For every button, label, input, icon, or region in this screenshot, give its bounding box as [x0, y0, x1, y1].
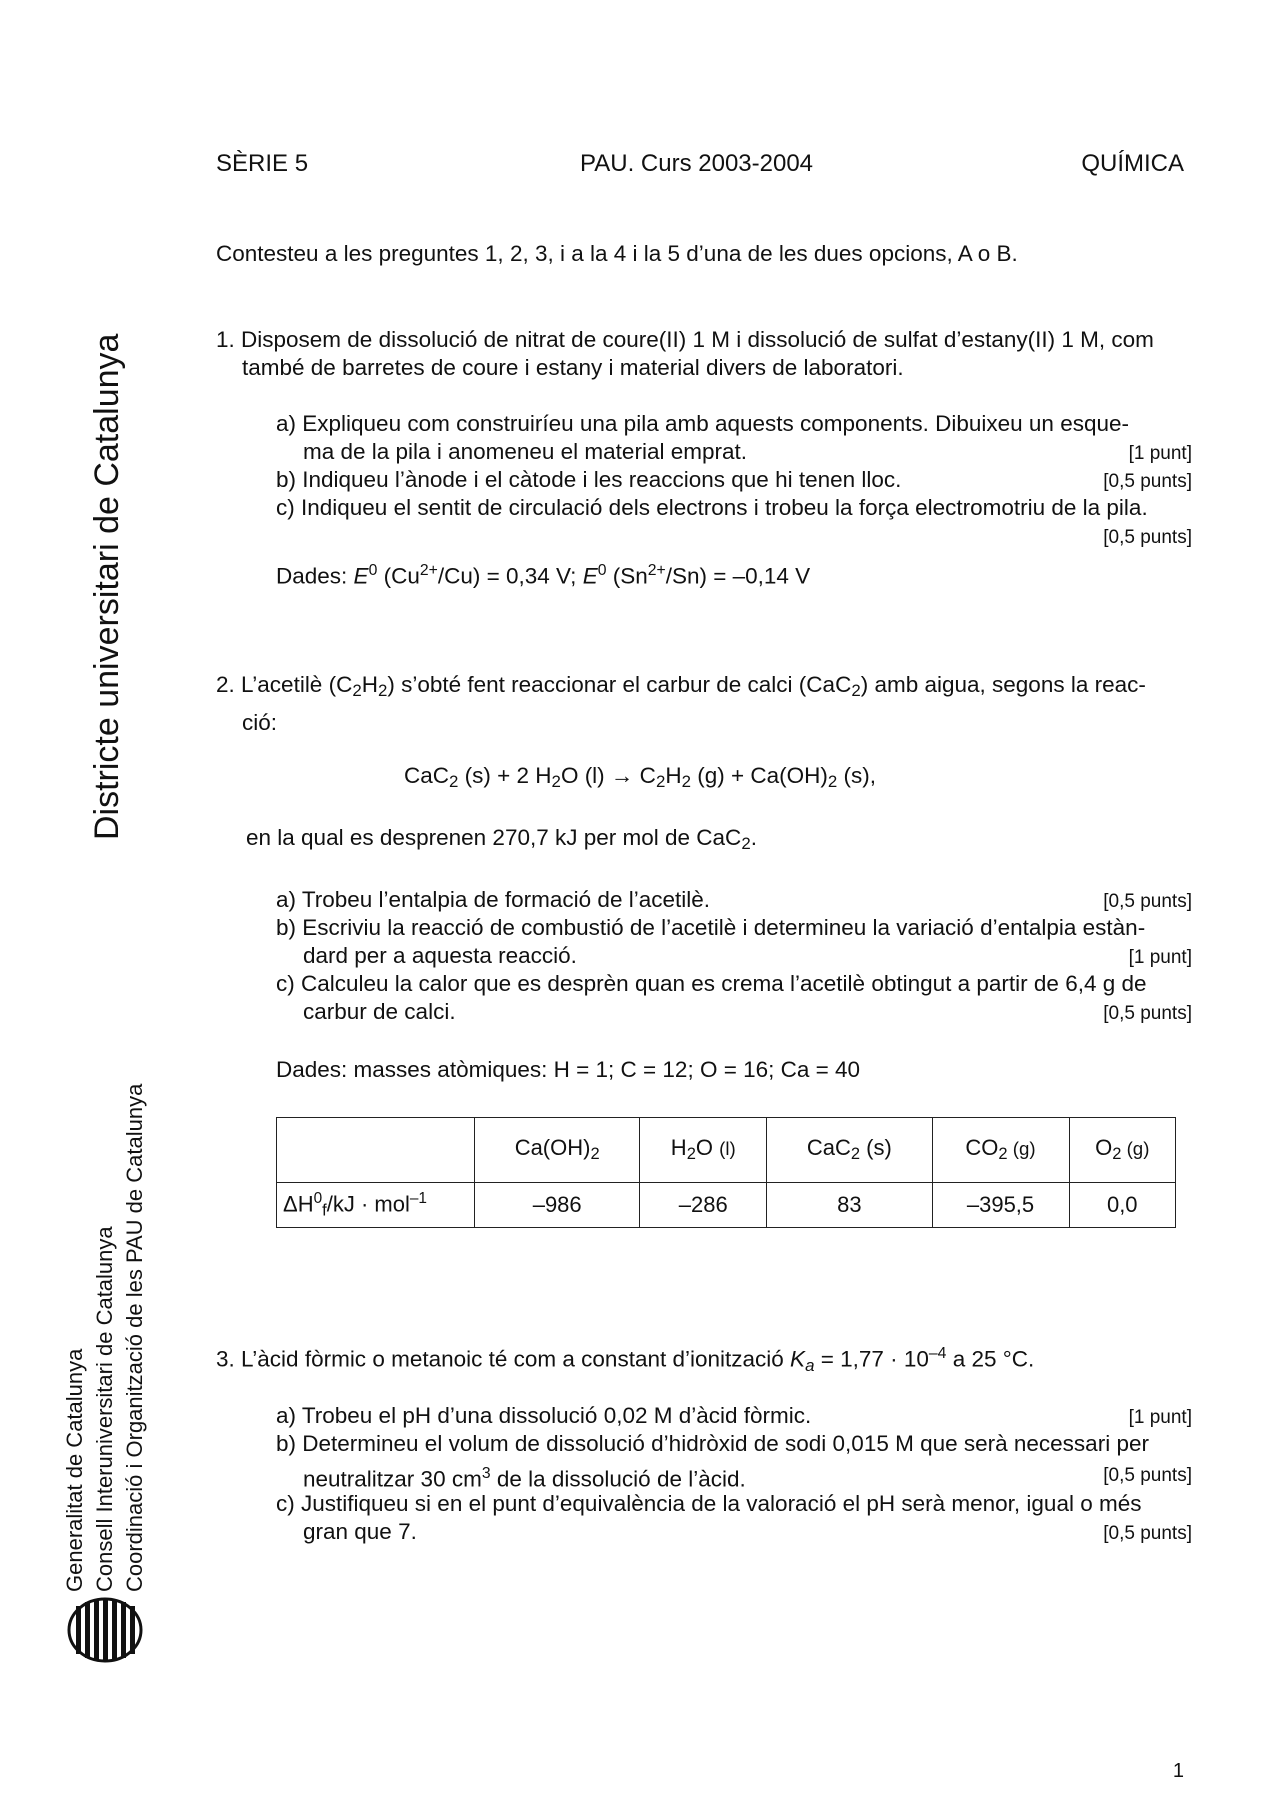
instructions-text: Contesteu a les preguntes 1, 2, 3, i a la 4 i la 5 d’una de les dues opcions, A o B.	[216, 241, 1018, 266]
enthalpy-header-cac2: CaC$_2$ (s)	[767, 1118, 932, 1183]
q2-stem-line1: 2. L’acetilè $(C_2H_2)$ s’obté fent reaccionar el carbur de calci (CaC$_2$) amb aigua, segons la reac-	[216, 672, 1146, 701]
q2-part-a-points: [0,5 punts]	[1103, 891, 1192, 912]
q3-part-b-line1: b) Determineu el volum de dissolució d’hidròxid de sodi 0,015 M que serà necessari per	[276, 1431, 1149, 1456]
q2-released-energy: en la qual es desprenen 270,7 kJ per mol de CaC$_2$.	[246, 825, 757, 854]
enthalpy-value-co2: –395,5	[932, 1183, 1069, 1228]
q1-part-c: c) Indiqueu el sentit de circulació dels electrons i trobeu la força electromotriu de la pila.	[276, 495, 1148, 520]
q1-part-c-points: [0,5 punts]	[1103, 527, 1192, 548]
enthalpy-header-caoh2: $Ca(OH)_2$	[475, 1118, 640, 1183]
enthalpy-value-cac2: 83	[767, 1183, 932, 1228]
course-label: PAU. Curs 2003-2004	[580, 150, 814, 177]
enthalpy-table-corner	[277, 1118, 475, 1183]
q3-stem: 3. L’àcid fòrmic o metanoic té com a constant d’ionització $K_a = 1,77 \cdot 10^{-4}$ a 25 °C.	[216, 1345, 1035, 1375]
q2-part-b-line1: b) Escriviu la reacció de combustió de l’acetilè i determineu la variació d’entalpia estàn-	[276, 915, 1146, 940]
q3-part-b-points: [0,5 punts]	[1103, 1465, 1192, 1486]
q2-part-b-line2: dard per a aquesta reacció.	[303, 943, 577, 968]
enthalpy-table-header-row	[277, 1118, 1176, 1183]
q3-part-c-line1: c) Justifiqueu si en el punt d’equivalència de la valoració el pH serà menor, igual o més	[276, 1491, 1142, 1516]
q1-part-a-points: [1 punt]	[1128, 443, 1192, 464]
org-vertical-block	[60, 1084, 150, 1592]
q3-part-a: a) Trobeu el pH d’una dissolució 0,02 M d’àcid fòrmic.	[276, 1403, 812, 1428]
enthalpy-header-co2: $CO_2$ (g)	[932, 1118, 1069, 1183]
series-label: SÈRIE 5	[216, 150, 309, 177]
q1-part-b-points: [0,5 punts]	[1103, 471, 1192, 492]
org-line-consell: Consell Interuniversitari de Catalunya	[92, 1226, 117, 1592]
q1-data: Dades: $E^0$ $(Cu^{2+}/Cu) = 0,34$ V; $E^0$ $(Sn^{2+}/Sn) = -0,14$ V	[276, 562, 811, 589]
subject-label: QUÍMICA	[1081, 150, 1184, 177]
q2-part-a: a) Trobeu l’entalpia de formació de l’acetilè.	[276, 887, 710, 912]
q3-part-a-points: [1 punt]	[1128, 1407, 1192, 1428]
q1-part-a-line2: ma de la pila i anomeneu el material emprat.	[303, 439, 747, 464]
enthalpy-value-caoh2: –986	[475, 1183, 640, 1228]
enthalpy-header-h2o: $H_2O$ (l)	[640, 1118, 767, 1183]
q3-part-c-points: [0,5 punts]	[1103, 1523, 1192, 1544]
q2-equation: CaC$_2$ (s) + 2 $H_2O$ $(l) \to C_2H_2$ $(g) + Ca(OH)_2$ (s),	[403, 763, 876, 792]
org-line-generalitat: Generalitat de Catalunya	[62, 1348, 87, 1592]
enthalpy-row-label: $\Delta H^0_f/kJ \cdot mol^{-1}$	[277, 1183, 475, 1228]
q2-atomic-masses: Dades: masses atòmiques: H = 1; C = 12; O = 16; Ca = 40	[276, 1057, 861, 1082]
q1-part-a-line1: a) Expliqueu com construiríeu una pila amb aquests components. Dibuixeu un esque-	[276, 411, 1129, 436]
q1-stem-line2: també de barretes de coure i estany i material divers de laboratori.	[242, 355, 904, 380]
enthalpy-table-values-row	[277, 1183, 1176, 1228]
q2-part-c-points: [0,5 punts]	[1103, 1003, 1192, 1024]
district-vertical-text: Districte universitari de Catalunya	[88, 333, 126, 840]
q1-stem-line1: 1. Disposem de dissolució de nitrat de coure(II) 1 M i dissolució de sulfat d’estany(II) 1 M, com	[216, 327, 1154, 352]
q2-stem	[216, 671, 1146, 737]
q2-part-c-line2: carbur de calci.	[303, 999, 456, 1024]
enthalpy-header-o2: $O_2$ (g)	[1069, 1118, 1176, 1183]
enthalpy-value-o2: 0,0	[1069, 1183, 1176, 1228]
page-number: 1	[1172, 1760, 1184, 1782]
q1-stem	[216, 326, 1154, 382]
q2-stem-line2: ció:	[242, 710, 278, 736]
q3-part-b-line2: neutralitzar 30 $cm^3$ de la dissolució de l’àcid.	[303, 1465, 746, 1492]
enthalpy-table	[276, 1117, 1176, 1228]
q1-part-b: b) Indiqueu l’ànode i el càtode i les reaccions que hi tenen lloc.	[276, 467, 902, 492]
org-line-coordinacio: Coordinació i Organització de les PAU de Catalunya	[122, 1083, 147, 1592]
enthalpy-value-h2o: –286	[640, 1183, 767, 1228]
generalitat-logo-icon	[66, 1596, 144, 1664]
q2-part-c-line1: c) Calculeu la calor que es desprèn quan es crema l’acetilè obtingut a partir de 6,4 g de	[276, 971, 1147, 996]
q3-part-c-line2: gran que 7.	[303, 1519, 417, 1544]
q2-part-b-points: [1 punt]	[1128, 947, 1192, 968]
